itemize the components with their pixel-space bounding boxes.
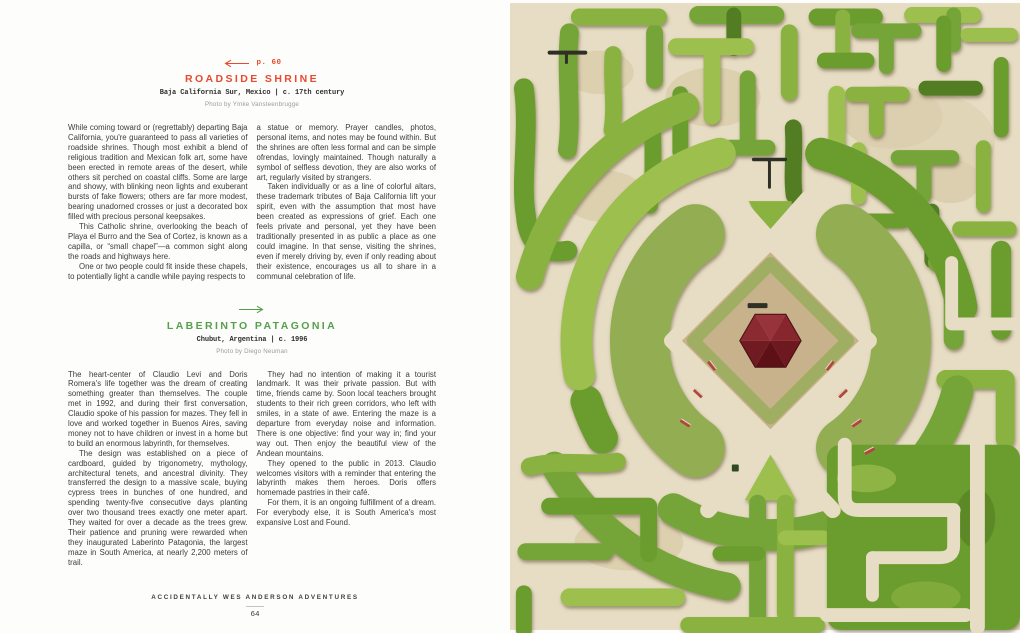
paragraph: The design was established on a piece of cardboard, guided by trigonometry, mythology, architectural tenets, and ancestral divinity. They transferred the design to a massive scale, buying cypress trees in bunches of one hundred, and spending twenty-five consecutive days planting over two thousand trees exactly one meter apart. They waited for over a decade as the trees grew. Their patience and pruning were rewarded when they inaugurated Laberinto Patagonia, the largest maze in South America, at nearly 2,200 meters of trail. bbox=[68, 448, 248, 567]
article-header-laberinto-patagonia bbox=[68, 305, 436, 355]
maze-photo bbox=[510, 0, 1020, 633]
text-column-right bbox=[257, 370, 437, 568]
paragraph: For them, it is an ongoing fulfillment of a dream. For everybody else, it is South America's most expansive Lost and Found. bbox=[256, 498, 436, 528]
book-title: ACCIDENTALLY WES ANDERSON ADVENTURES bbox=[151, 594, 359, 601]
photo-credit: Photo by Ymke Vansteenbrugge bbox=[204, 101, 300, 108]
page-ref-label: p. 60 bbox=[256, 59, 282, 67]
article-header-roadside-shrine bbox=[68, 58, 436, 108]
text-column-right bbox=[257, 123, 437, 282]
article-location: Baja California Sur, Mexico | c. 17th century bbox=[159, 89, 345, 97]
page-footer bbox=[0, 594, 510, 619]
page-reference bbox=[68, 58, 436, 68]
right-page-photo bbox=[510, 0, 1020, 633]
paragraph: This Catholic shrine, overlooking the beach of Playa el Burro and the Sea of Cortez, is known as a capilla, or “small chapel”—a common sight along the roads and highways here. bbox=[68, 222, 248, 261]
page-reference bbox=[68, 305, 436, 315]
photo-credit: Photo by Diego Neuman bbox=[216, 347, 288, 355]
arrow-left-icon bbox=[222, 59, 250, 68]
paragraph: While coming toward or (regrettably) departing Baja California, you're guaranteed to pass all varieties of roadside shrines. Though most exhibit a blend of religious tradition and Mexican folk art, some have been erected in remote areas of the desert, while others sit perched on coastal cliffs. Some are large and showy, with blinking neon lights and exuberant bursts of fake flowers; others are far more modest, bearing unadorned crosses or just a decorated box filled with precious personal keepsakes. bbox=[68, 123, 248, 222]
paragraph: The heart-center of Claudio Levi and Doris Romera's life together was the dream of creating something greater than themselves. The couple met in 1992, and during their first conversation, Claudio spoke of his passion for mazes. They fell in love and worked together in Buenos Aires, saving money not to have children or invest in a home but to build an enormous labyrinth, for themselves. bbox=[68, 369, 248, 448]
arrow-right-icon bbox=[238, 305, 266, 314]
text-column-left bbox=[68, 123, 248, 282]
article-title: ROADSIDE SHRINE bbox=[184, 73, 319, 85]
paragraph: They opened to the public in 2013. Claudio welcomes visitors with a reminder that entering the labyrinth makes them heroes. Doris offers homemade pastries in their café. bbox=[256, 458, 436, 498]
footer-divider bbox=[246, 606, 264, 607]
text-column-left bbox=[68, 370, 248, 568]
article-title: LABERINTO PATAGONIA bbox=[166, 319, 338, 332]
roof-finial bbox=[748, 303, 768, 308]
garden-bin bbox=[732, 465, 739, 472]
paragraph: They had no intention of making it a tourist landmark. It was their private passion. But with time, friends came by. Soon local teachers brought students to their rich green corridors, who left with smiles, in a state of awe. Entering the maze is a departure from everyday noise and information. There is one objective: find your way in; find your way out. Then enjoy the beautiful view of the Andean mountains. bbox=[256, 369, 436, 458]
paragraph: One or two people could fit inside these chapels, to potentially light a candle while paying respects to bbox=[68, 261, 248, 281]
paragraph: a statue or memory. Prayer candles, photos, personal items, and notes may be found within. But the shrines are often less formal and can be simple ofrendas, lovingly maintained. Though naturally a symbol of selfless devotion, they are also works of art, regularly visited by strangers. bbox=[256, 123, 436, 182]
article-body bbox=[68, 123, 436, 282]
paragraph: Taken individually or as a line of colorful altars, these trademark tributes of Baja California lift your spirit, even with the assumption that most have been created as expressions of grief. Each one feels private and personal, yet they have been traditionally presented in as public a place as one could imagine. In that sense, visiting the shrines, even if merely driving by, even if only reading about their existence, encourages us all to share in a communal celebration of life. bbox=[256, 182, 436, 281]
page-number: 64 bbox=[250, 611, 260, 619]
article-location: Chubut, Argentina | c. 1996 bbox=[196, 335, 308, 344]
article-body bbox=[68, 370, 436, 568]
